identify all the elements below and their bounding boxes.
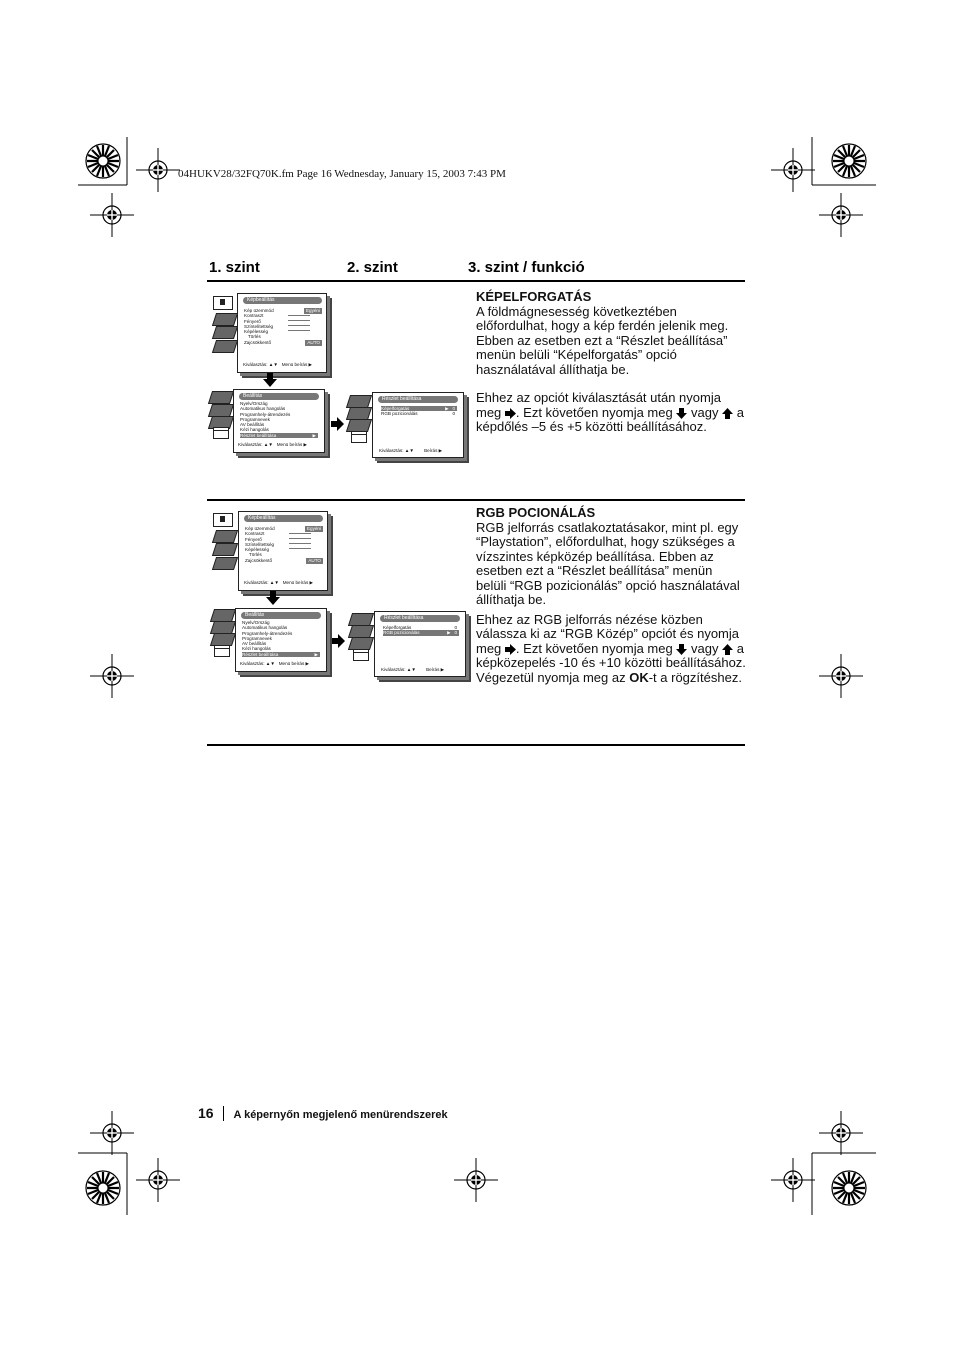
menu-item: Törlés xyxy=(248,334,261,340)
right-arrow-icon xyxy=(331,417,344,431)
menu-item: Képélesség xyxy=(245,547,270,553)
menu-footer: Kiválasztás: ▲▼ Menü beírás ▶ xyxy=(238,442,308,447)
menu-title: Beállítás xyxy=(239,393,319,400)
slider-bar xyxy=(289,533,311,534)
slider-bar xyxy=(288,330,310,331)
menu-item: Zajcsökkentő AUTO xyxy=(244,339,320,345)
menu-item: Kép üzemmód Egyéni xyxy=(244,308,320,313)
down-arrow-icon xyxy=(676,644,687,655)
menu-item-selected: RGB pozicionálás ▶ 0 xyxy=(383,630,457,636)
menu-footer: Kiválasztás: ▲▼ Beírás ▶ xyxy=(381,667,445,672)
down-arrow-icon xyxy=(263,373,277,387)
menu-item: Automatikus hangolás xyxy=(240,406,286,412)
slider-bar xyxy=(289,548,311,549)
menu-item: AV beállítás xyxy=(240,422,265,428)
slider-bar xyxy=(289,543,311,544)
slider-bar xyxy=(288,315,310,316)
column-title-level-2: 2. szint xyxy=(347,259,398,276)
setup-box-icon xyxy=(214,645,230,657)
menu-item: Programnevek xyxy=(242,635,272,641)
menu-item: RGB pozicionálás 0 xyxy=(381,411,455,417)
menu-item: Kézi hangolás xyxy=(240,427,269,433)
setup-box-icon xyxy=(351,431,367,443)
page-footer xyxy=(198,1105,448,1123)
menu-footer: Kiválasztás: ▲▼ Menü beírás ▶ xyxy=(240,661,310,666)
menu-item-selected: Részlet beállítása ▶ xyxy=(240,432,316,438)
beallitas-screen xyxy=(233,389,325,453)
chapter-title: A képernyőn megjelenő menürendszerek xyxy=(233,1109,448,1121)
menu-item: Automatikus hangolás xyxy=(242,625,288,631)
kepbeallitas-screen xyxy=(237,293,327,373)
menu-item-selected: Képelforgatás ▶ 0 xyxy=(381,406,455,411)
page-number: 16 xyxy=(198,1105,214,1121)
section-end-rule xyxy=(207,744,745,746)
up-arrow-icon xyxy=(722,408,733,419)
menu-item: Színtelítettség xyxy=(245,541,275,547)
menu-footer: Kiválasztás: ▲▼ Menü beírás ▶ xyxy=(243,362,313,367)
menu-footer: Kiválasztás: ▲▼ Beírás ▶ xyxy=(379,448,443,453)
menu-title: Részlet beállítása xyxy=(380,615,460,622)
slider-bar xyxy=(289,538,311,539)
menu-item: Nyelv/Ország xyxy=(240,401,268,406)
menu-item: AV beállítás xyxy=(242,641,267,647)
menu-item: Törlés xyxy=(249,552,262,558)
menu-items xyxy=(242,620,320,657)
down-arrow-icon xyxy=(266,591,280,605)
kepbeallitas-screen xyxy=(238,511,328,591)
menu-item: Kontraszt xyxy=(244,313,264,319)
reszlet-screen xyxy=(372,392,464,458)
menu-item: Fényerő xyxy=(245,536,262,542)
reszlet-screen xyxy=(374,611,466,677)
section-instructions: Ehhez az RGB jelforrás nézése közben válassza ki az “RGB Közép” opciót és nyomja meg . Ezt követően nyomja meg vagy a képközepelés -10 és +10 közötti beállításához. Végezetül nyomja meg az OK-t a rögzítéshez. xyxy=(476,611,746,685)
section-instructions: Ehhez az opciót kiválasztását után nyomja meg . Ezt követően nyomja meg vagy a képdőlés –5 és +5 közötti beállításához. xyxy=(476,390,744,434)
column-title-level-3: 3. szint / funkció xyxy=(468,259,585,276)
picture-menu-tab-icon xyxy=(213,513,233,527)
section-title: KÉPELFORGATÁS xyxy=(476,289,592,304)
down-arrow-icon xyxy=(676,408,687,419)
column-header-rule xyxy=(207,280,745,282)
menu-item: Kontraszt xyxy=(245,531,265,537)
menu-item: Zajcsökkentő AUTO xyxy=(245,557,321,563)
menu-title: Részlet beállítása xyxy=(378,396,458,403)
section-title: RGB POCIONÁLÁS xyxy=(476,505,596,520)
sound-menu-tab-icon xyxy=(212,530,238,543)
menu-footer: Kiválasztás: ▲▼ Menü beírás ▶ xyxy=(244,580,314,585)
right-arrow-icon xyxy=(505,408,516,419)
setup-box-icon xyxy=(213,427,229,439)
up-arrow-icon xyxy=(722,644,733,655)
menu-item: Kép üzemmód Egyéni xyxy=(245,526,321,531)
menu-title: Beállítás xyxy=(241,612,321,619)
sound-menu-tab-icon xyxy=(212,313,238,326)
right-arrow-icon xyxy=(505,644,516,655)
column-title-level-1: 1. szint xyxy=(209,259,260,276)
beallitas-screen xyxy=(235,608,327,672)
menu-item: Nyelv/Ország xyxy=(242,620,270,625)
menu-items xyxy=(244,308,322,345)
menu-items xyxy=(240,401,318,438)
menu-title: Képbeállítás xyxy=(243,297,322,304)
section-paragraph: RGB jelforrás csatlakoztatásakor, mint pl. egy “Playstation”, előfordulhat, hogy szükséges a vízszintes képközép beállítása. Ebben az esetben ezt a “Részlet beállítása” menün belüli “RGB pozicionálás” opció használatával állíthatja be. xyxy=(476,519,740,607)
menu-item: Színtelítettség xyxy=(244,323,274,329)
menu-items xyxy=(381,406,457,417)
section-paragraph: A földmágnesesség következtében előfordulhat, hogy a kép ferdén jelenik meg. Ebben az esetben ezt a “Részlet beállítása” menün belüli “Képelforgatás” opció használatával állíthatja be. xyxy=(476,303,729,377)
menu-item: Kézi hangolás xyxy=(242,646,271,652)
footer-divider xyxy=(223,1106,224,1121)
picture-menu-tab-icon xyxy=(213,296,233,310)
menu-item: Programnevek xyxy=(240,416,270,422)
features-menu-tab-icon xyxy=(212,543,238,556)
section2-text xyxy=(476,506,746,685)
section-divider xyxy=(207,499,745,501)
menu-items xyxy=(383,625,459,636)
menu-item: Programhely-átrendezés xyxy=(242,630,293,636)
slider-bar xyxy=(288,325,310,326)
menu-item: Programhely-átrendezés xyxy=(240,411,291,417)
slider-bar xyxy=(288,320,310,321)
setup-menu-tab-icon xyxy=(212,557,238,570)
menu-item: Fényerő xyxy=(244,318,261,324)
menu-item: Képelforgatás 0 xyxy=(383,625,457,630)
file-header-line: 04HUKV28/32FQ70K.fm Page 16 Wednesday, January 15, 2003 7:43 PM xyxy=(178,168,506,180)
menu-items xyxy=(245,526,323,563)
section1-text xyxy=(476,290,746,435)
menu-tab-icon xyxy=(208,391,234,404)
menu-item: Képélesség xyxy=(244,329,269,335)
menu-title: Képbeállítás xyxy=(244,515,323,522)
right-arrow-icon xyxy=(332,634,345,648)
setup-menu-tab-icon xyxy=(212,340,238,353)
setup-box-icon xyxy=(353,649,369,661)
features-menu-tab-icon xyxy=(212,326,238,339)
menu-item-selected: Részlet beállítása ▶ xyxy=(242,651,318,657)
